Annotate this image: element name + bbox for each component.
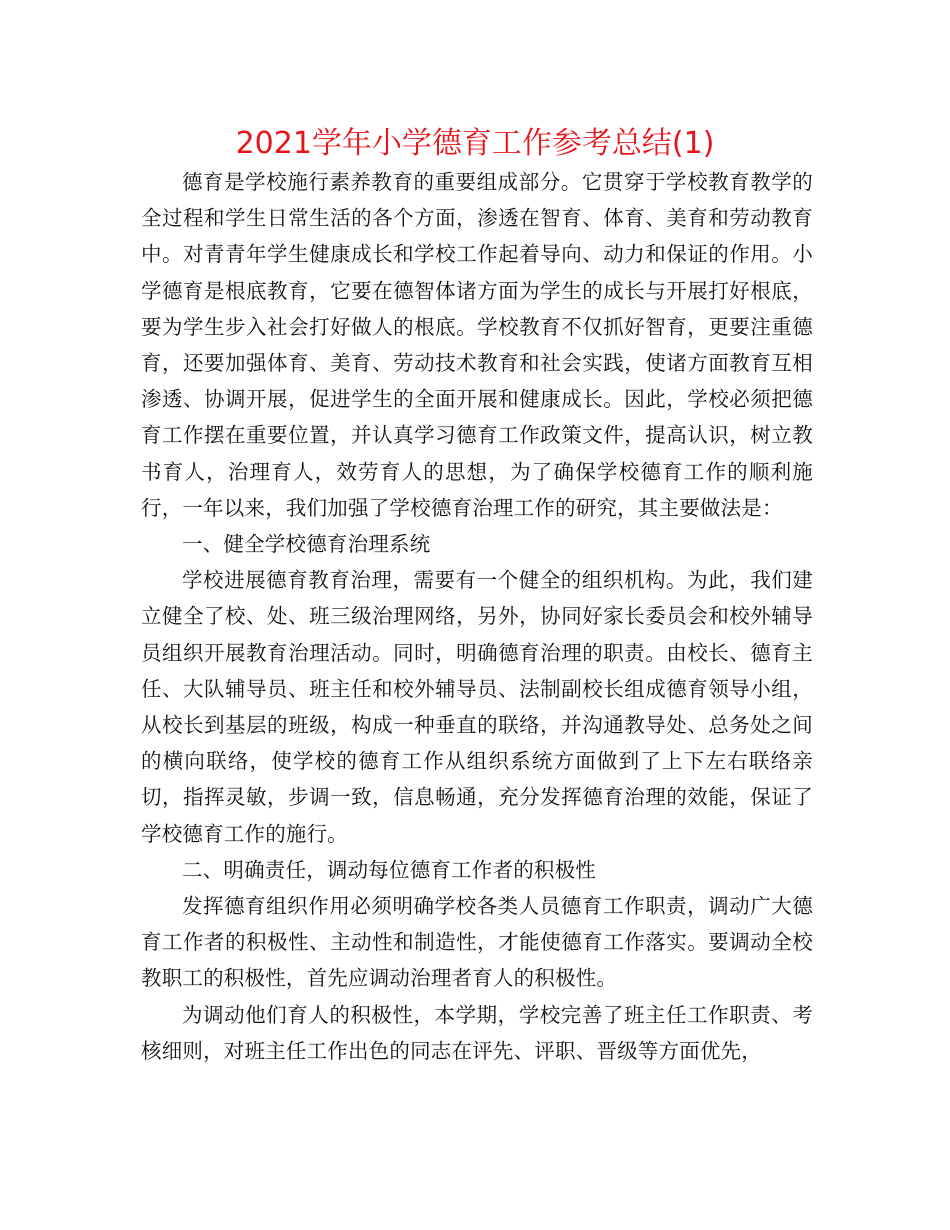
paragraph-section-2: 发挥德育组织作用必须明确学校各类人员德育工作职责，调动广大德育工作者的积极性、主动性和制造性，才能使德育工作落实。要调动全校教职工的积极性，首先应调动治理者育人的积极性。 [141, 894, 813, 991]
document-title: 2021学年小学德育工作参考总结(1) [235, 126, 715, 161]
paragraph-section-1: 学校进展德育教育治理，需要有一个健全的组织机构。为此，我们建立健全了校、处、班三级治理网络，另外，协同好家长委员会和校外辅导员组织开展教育治理活动。同时，明确德育治理的职责。由校长、德育主任、大队辅导员、班主任和校外辅导员、法制副校长组成德育领导小组，从校长到基层的班级，构成一种垂直的联络，并沟通教导处、总务处之间的横向联络，使学校的德育工作从组织系统方面做到了上下左右联络亲切，指挥灵敏，步调一致，信息畅通，充分发挥德育治理的效能，保证了学校德育工作的施行。 [141, 568, 813, 846]
paragraph-section-2-continued: 为调动他们育人的积极性，本学期，学校完善了班主任工作职责、考核细则，对班主任工作出色的同志在评先、评职、晋级等方面优先， [141, 1002, 813, 1063]
paragraph-intro: 德育是学校施行素养教育的重要组成部分。它贯穿于学校教育教学的全过程和学生日常生活的各个方面，渗透在智育、体育、美育和劳动教育中。对青青年学生健康成长和学校工作起着导向、动力和保证的作用。小学德育是根底教育，它要在德智体诸方面为学生的成长与开展打好根底，要为学生步入社会打好做人的根底。学校教育不仅抓好智育，更要注重德育，还要加强体育、美育、劳动技术教育和社会实践，使诸方面教育互相渗透、协调开展，促进学生的全面开展和健康成长。因此，学校必须把德育工作摆在重要位置，并认真学习德育工作政策文件，提高认识，树立教书育人，治理育人，效劳育人的思想，为了确保学校德育工作的顺利施行，一年以来，我们加强了学校德育治理工作的研究，其主要做法是： [141, 170, 813, 520]
section-heading-2: 二、明确责任，调动每位德育工作者的积极性 [182, 857, 596, 882]
section-heading-1: 一、健全学校德育治理系统 [182, 532, 431, 557]
document-body [141, 164, 813, 1069]
